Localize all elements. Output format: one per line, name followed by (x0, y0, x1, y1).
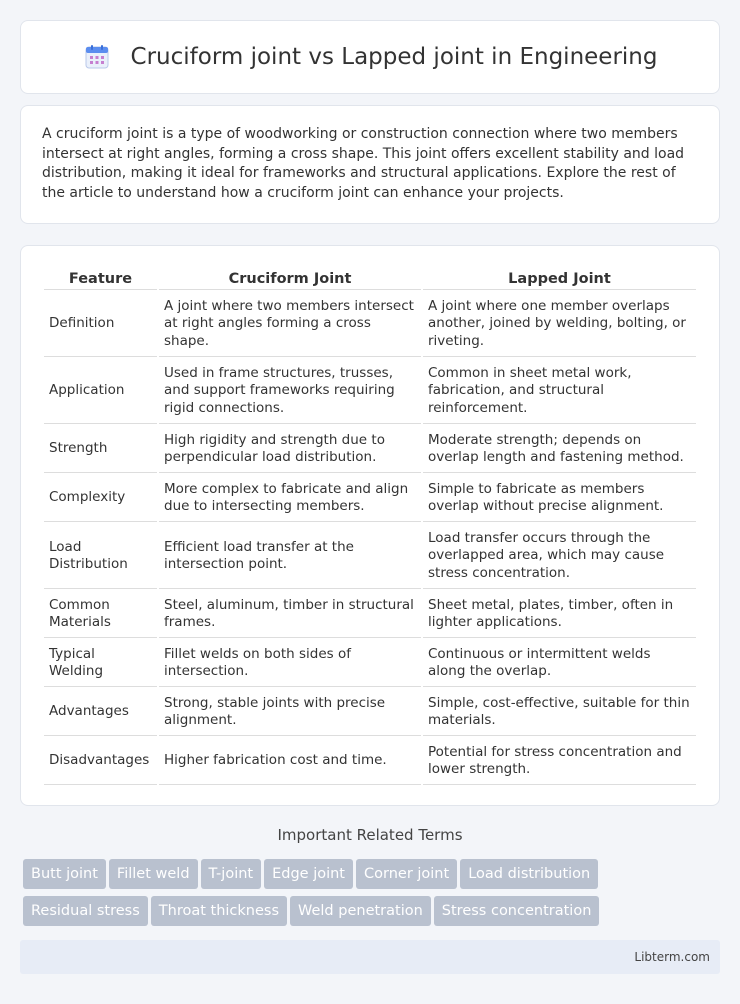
column-header: Cruciform Joint (159, 268, 421, 290)
intro-card (20, 105, 720, 224)
comparison-card (20, 245, 720, 806)
related-term-tag[interactable]: Weld penetration (290, 896, 431, 926)
lapped-cell: Continuous or intermittent welds along the overlap. (423, 640, 696, 687)
feature-cell: Disadvantages (44, 738, 157, 785)
comparison-table (42, 266, 698, 787)
cruciform-cell: Used in frame structures, trusses, and support frameworks requiring rigid connections. (159, 359, 421, 424)
related-term-tag[interactable]: Throat thickness (151, 896, 287, 926)
lapped-cell: Simple to fabricate as members overlap without precise alignment. (423, 475, 696, 522)
table-row (44, 689, 696, 736)
related-term-tag[interactable]: Butt joint (23, 859, 106, 889)
table-row (44, 359, 696, 424)
table-row (44, 475, 696, 522)
table-row (44, 426, 696, 473)
page-title-text: Cruciform joint vs Lapped joint in Engineering (130, 44, 658, 70)
table-row (44, 738, 696, 785)
lapped-cell: Simple, cost-effective, suitable for thin materials. (423, 689, 696, 736)
title-card (20, 20, 720, 94)
feature-cell: Definition (44, 292, 157, 357)
feature-cell: Application (44, 359, 157, 424)
cruciform-cell: Steel, aluminum, timber in structural frames. (159, 591, 421, 638)
column-header: Feature (44, 268, 157, 290)
related-term-tag[interactable]: T-joint (201, 859, 262, 889)
lapped-cell: Load transfer occurs through the overlapped area, which may cause stress concentration. (423, 524, 696, 589)
cruciform-cell: More complex to fabricate and align due to intersecting members. (159, 475, 421, 522)
table-header-row (44, 268, 696, 290)
table-row (44, 292, 696, 357)
page-title (83, 43, 658, 71)
feature-cell: Complexity (44, 475, 157, 522)
lapped-cell: Potential for stress concentration and lower strength. (423, 738, 696, 785)
cruciform-cell: Strong, stable joints with precise alignment. (159, 689, 421, 736)
feature-cell: Strength (44, 426, 157, 473)
table-row (44, 524, 696, 589)
lapped-cell: A joint where one member overlaps another, joined by welding, bolting, or riveting. (423, 292, 696, 357)
related-term-tag[interactable]: Load distribution (460, 859, 598, 889)
footer-site-link[interactable]: Libterm.com (634, 950, 710, 964)
cruciform-cell: Fillet welds on both sides of intersection. (159, 640, 421, 687)
related-term-tag[interactable]: Residual stress (23, 896, 148, 926)
feature-cell: Common Materials (44, 591, 157, 638)
calendar-icon (83, 43, 111, 71)
cruciform-cell: A joint where two members intersect at right angles forming a cross shape. (159, 292, 421, 357)
footer (20, 940, 720, 974)
feature-cell: Advantages (44, 689, 157, 736)
cruciform-cell: Efficient load transfer at the intersection point. (159, 524, 421, 589)
feature-cell: Load Distribution (44, 524, 157, 589)
related-term-tag[interactable]: Corner joint (356, 859, 457, 889)
related-terms-title: Important Related Terms (277, 826, 463, 844)
related-term-tag[interactable]: Edge joint (264, 859, 353, 889)
table-row (44, 640, 696, 687)
cruciform-cell: Higher fabrication cost and time. (159, 738, 421, 785)
lapped-cell: Moderate strength; depends on overlap length and fastening method. (423, 426, 696, 473)
cruciform-cell: High rigidity and strength due to perpendicular load distribution. (159, 426, 421, 473)
lapped-cell: Common in sheet metal work, fabrication, and structural reinforcement. (423, 359, 696, 424)
feature-cell: Typical Welding (44, 640, 157, 687)
related-term-tag[interactable]: Fillet weld (109, 859, 198, 889)
related-term-tag[interactable]: Stress concentration (434, 896, 600, 926)
lapped-cell: Sheet metal, plates, timber, often in lighter applications. (423, 591, 696, 638)
column-header: Lapped Joint (423, 268, 696, 290)
related-terms-list (23, 859, 723, 933)
table-row (44, 591, 696, 638)
intro-text: A cruciform joint is a type of woodworking or construction connection where two members intersect at right angles, forming a cross shape. This joint offers excellent stability and load distribution, making it ideal for frameworks and structural applications. Explore the rest of the article to understand how a cruciform joint can enhance your projects. (42, 126, 685, 201)
